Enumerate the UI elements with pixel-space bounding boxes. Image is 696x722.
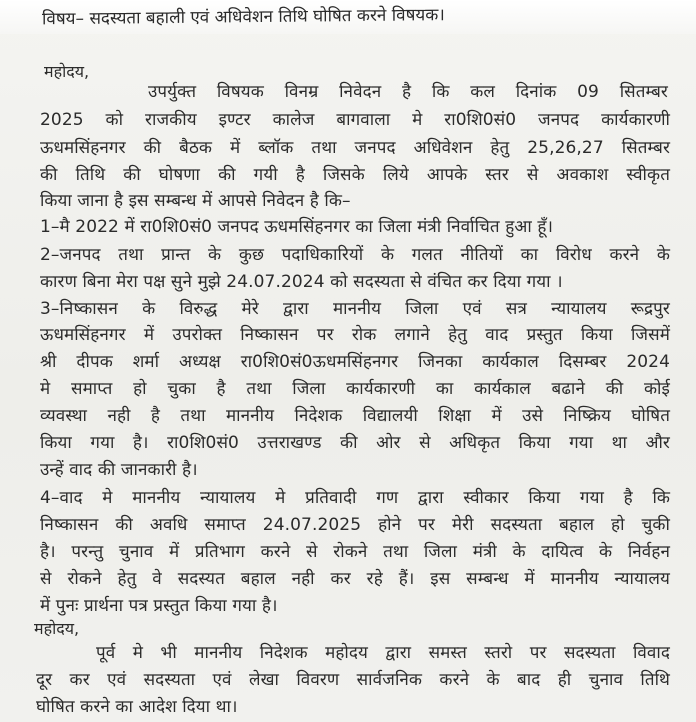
point-2-line-2: कारण बिना मेरा पक्ष सुने मुझे 24.07.2024 को सदस्यता से वंचित कर दिया गया । — [40, 272, 563, 292]
intro-line-1: उपर्युक्त विषयक विनम्र निवेदन है कि कल दिनांक 09 सितम्बर — [148, 82, 668, 102]
intro-line-2: 2025 को राजकीय इण्टर कालेज बागवाला मे रा0शि0सं0 जनपद कार्यकारणी — [40, 110, 670, 130]
point-2-line-1: 2–जनपद तथा प्रान्त के कुछ पदाधिकारियों के गलत नीतियों का विरोध करने के — [40, 245, 670, 265]
intro-line-5: किया जाना है इस सम्बन्ध में आपसे निवेदन है कि– — [40, 191, 351, 211]
point-3-line-7: उन्हें वाद की जानकारी है। — [40, 460, 198, 480]
point-3-line-5: व्यवस्था नही है तथा माननीय निदेशक विद्यालयी शिक्षा में उसे निष्क्रिय घोषित — [40, 406, 670, 426]
point-4-line-1: 4–वाद मे माननीय न्यायालय मे प्रतिवादी गण द्वारा स्वीकार किया गया है कि — [40, 488, 670, 508]
point-4-line-2: निष्कासन की अवधि समाप्त 24.07.2025 होने पर मेरी सदस्यता बहाल हो चुकी — [40, 515, 670, 535]
point-4-line-5: में पुनः प्रार्थना पत्र प्रस्तुत किया गया है। — [40, 596, 278, 616]
point-3-line-3: श्री दीपक शर्मा अध्यक्ष रा0शि0सं0ऊधमसिंहनगर जिनका कार्यकाल दिसम्बर 2024 — [40, 352, 670, 372]
closing-line-2: दूर कर एवं सदस्यता एवं लेखा विवरण सार्वजनिक करने के बाद ही चुनाव तिथि — [36, 670, 670, 690]
point-3-line-6: किया गया है। रा0शि0सं0 उत्तराखण्ड की ओर से अधिकृत किया गया था और — [40, 433, 670, 453]
point-3-line-1: 3–निष्कासन के विरुद्ध मेरे द्वारा माननीय जिला एवं सत्र न्यायालय रूद्रपुर — [40, 299, 670, 319]
subject-line: विषय– सदस्यता बहाली एवं अधिवेशन तिथि घोषित करने विषयक। — [42, 5, 445, 30]
point-3-line-2: ऊधमसिंहनगर में उपरोक्त निष्कासन पर रोक लगाने हेतु वाद प्रस्तुत किया जिसमें — [40, 325, 670, 345]
point-3-line-4: मे समाप्त हो चुका है तथा जिला कार्यकारणी का कार्यकाल बढाने की कोई — [40, 379, 670, 399]
point-4-line-3: है। परन्तु चुनाव में प्रतिभाग करने से रोकने तथा जिला मंत्री के दायित्व के निर्वहन — [40, 542, 670, 562]
salutation-bottom: महोदय, — [34, 619, 80, 638]
intro-line-4: की तिथि की घोषणा की गयी है जिसके लिये आपके स्तर से अवकाश स्वीकृत — [40, 165, 670, 185]
point-1-line-1: 1–मै 2022 में रा0शि0सं0 जनपद ऊधमसिंहनगर का जिला मंत्री निर्वाचित हुआ हूँ। — [40, 217, 553, 237]
intro-line-3: ऊधमसिंहनगर की बैठक में ब्लॉक तथा जनपद अधिवेशन हेतु 25,26,27 सितम्बर — [40, 138, 670, 158]
closing-line-1: पूर्व मे भी माननीय निदेशक महोदय द्वारा समस्त स्तरो पर सदस्यता विवाद — [96, 643, 670, 663]
salutation-top: महोदय, — [44, 62, 90, 81]
point-4-line-4: से रोकने हेतु वे सदस्यत बहाल नही कर रहे हैं। इस सम्बन्ध में माननीय न्यायालय — [40, 569, 670, 589]
closing-line-3: घोषित करने का आदेश दिया था। — [36, 697, 238, 717]
